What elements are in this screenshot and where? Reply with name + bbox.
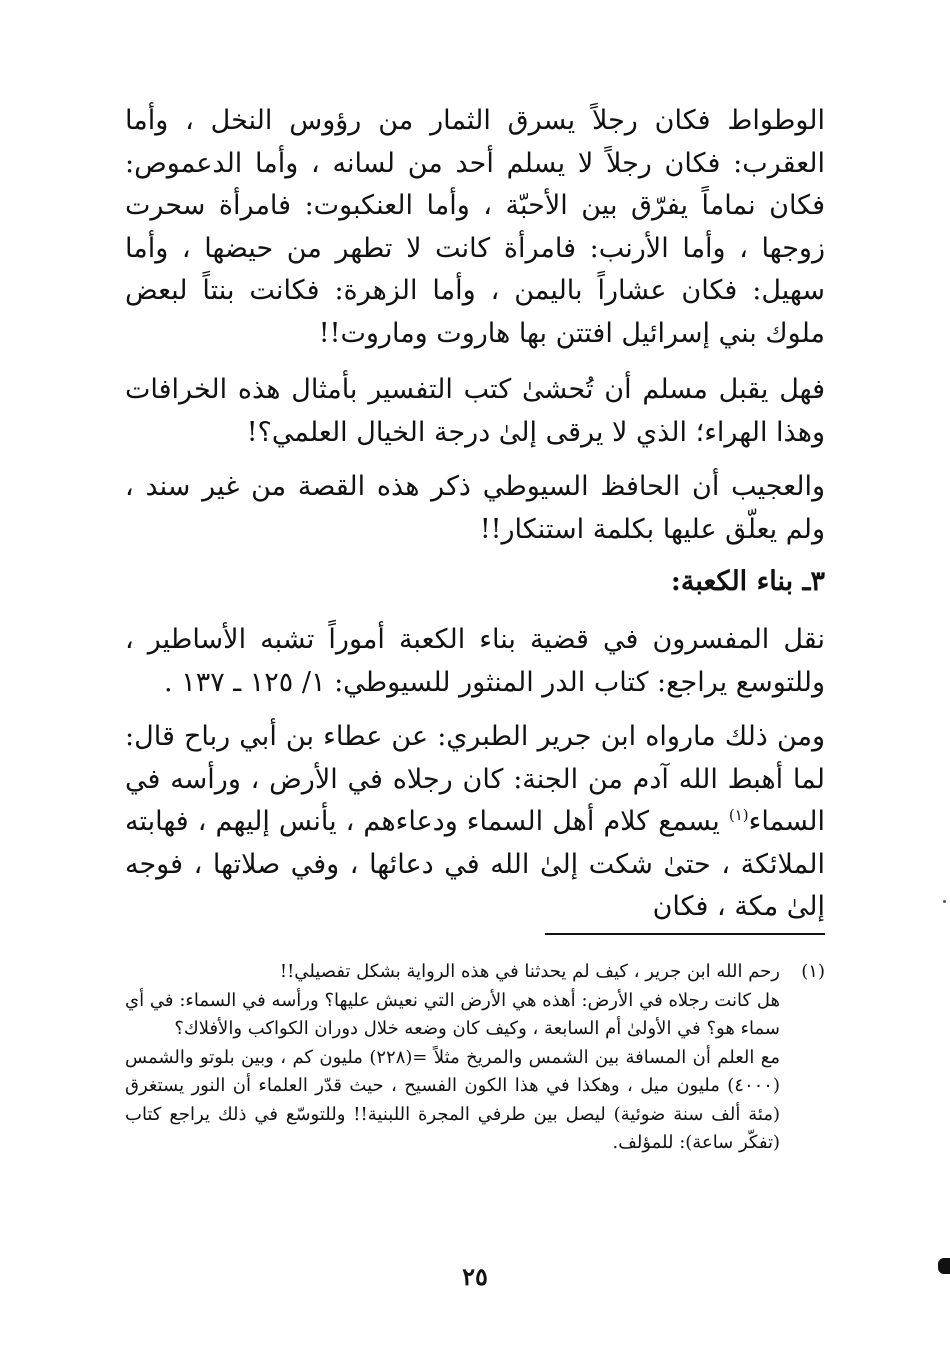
paragraph-question: فهل يقبل مسلم أن تُحشىٰ كتب التفسير بأمثال هذه الخرافات وهذا الهراء؛ الذي لا يرقى إلىٰ درجة الخيال العلمي؟! (125, 374, 825, 448)
scan-edge-mark (938, 1258, 950, 1274)
section-heading: ٣ـ بناء الكعبة: (670, 566, 825, 597)
footnote (125, 958, 825, 1158)
footnote-divider (545, 933, 825, 935)
paragraph-tabari (125, 716, 825, 929)
scan-speck (943, 900, 946, 903)
footnote-reference[interactable]: (١) (728, 806, 749, 824)
paragraph-kaaba: نقل المفسرون في قضية بناء الكعبة أموراً تشبه الأساطير ، وللتوسع يراجع: كتاب الدر المنثور للسيوطي: ١/ ١٢٥ ـ ١٣٧ . (125, 624, 825, 698)
paragraph-creatures: الوطواط فكان رجلاً يسرق الثمار من رؤوس النخل ، وأما العقرب: فكان رجلاً لا يسلم أحد من لسانه ، وأما الدعموص: فكان نماماً يفرّق بين الأحبّة ، وأما العنكبوت: فامرأة سحرت زوجها ، وأما الأرنب: فامرأة كانت لا تطهر من حيضها ، وأما سهيل: فكان عشاراً باليمن ، وأما الزهرة: فكانت بنتاً لبعض ملوك بني إسرائيل افتتن بها هاروت وماروت!! (125, 105, 825, 349)
footnote-line: مع العلم أن المسافة بين الشمس والمريخ مثلاً =(٢٢٨) مليون كم ، وبين بلوتو والشمس (٤٠٠٠) مليون ميل ، وهكذا في هذا الكون الفسيح ، حيث قدّر العلماء أن النور يستغرق (مئة ألف سنة ضوئية) ليصل بين طرفي المجرة اللبنية!! وللتوسّع في ذلك يراجع كتاب (تفكّر ساعة): للمؤلف. (125, 1046, 780, 1153)
footnote-line: هل كانت رجلاه في الأرض: أهذه هي الأرض التي نعيش عليها؟ ورأسه في السماء: في أي سماء هو؟ في الأولىٰ أم السابعة ، وكيف كان وضعه خلال دوران الكواكب والأفلاك؟ (125, 989, 780, 1039)
footnote-line: رحم الله ابن جرير ، كيف لم يحدثنا في هذه الرواية بشكل تفصيلي!! (279, 961, 780, 982)
footnote-marker: (١) (801, 961, 825, 982)
paragraph-tabari-end: يسمع كلام أهل السماء ودعاءهم ، يأنس إليهم ، فهابته الملائكة ، حتىٰ شكت إلىٰ الله في دعائها ، وفي صلاتها ، فوجه إلىٰ مكة ، فكان (125, 806, 825, 922)
paragraph-suyuti: والعجيب أن الحافظ السيوطي ذكر هذه القصة من غير سند ، ولم يعلّق عليها بكلمة استنكار!! (125, 471, 825, 545)
main-text (125, 100, 825, 929)
footnote-body (125, 958, 780, 1158)
paragraph-tabari-start: ومن ذلك مارواه ابن جرير الطبري: عن عطاء بن أبي رباح قال: لما أهبط الله آدم من الجنة: كان رجلاه في الأرض ، ورأسه في السماء (125, 721, 825, 837)
page-number: ٢٥ (462, 1262, 488, 1291)
